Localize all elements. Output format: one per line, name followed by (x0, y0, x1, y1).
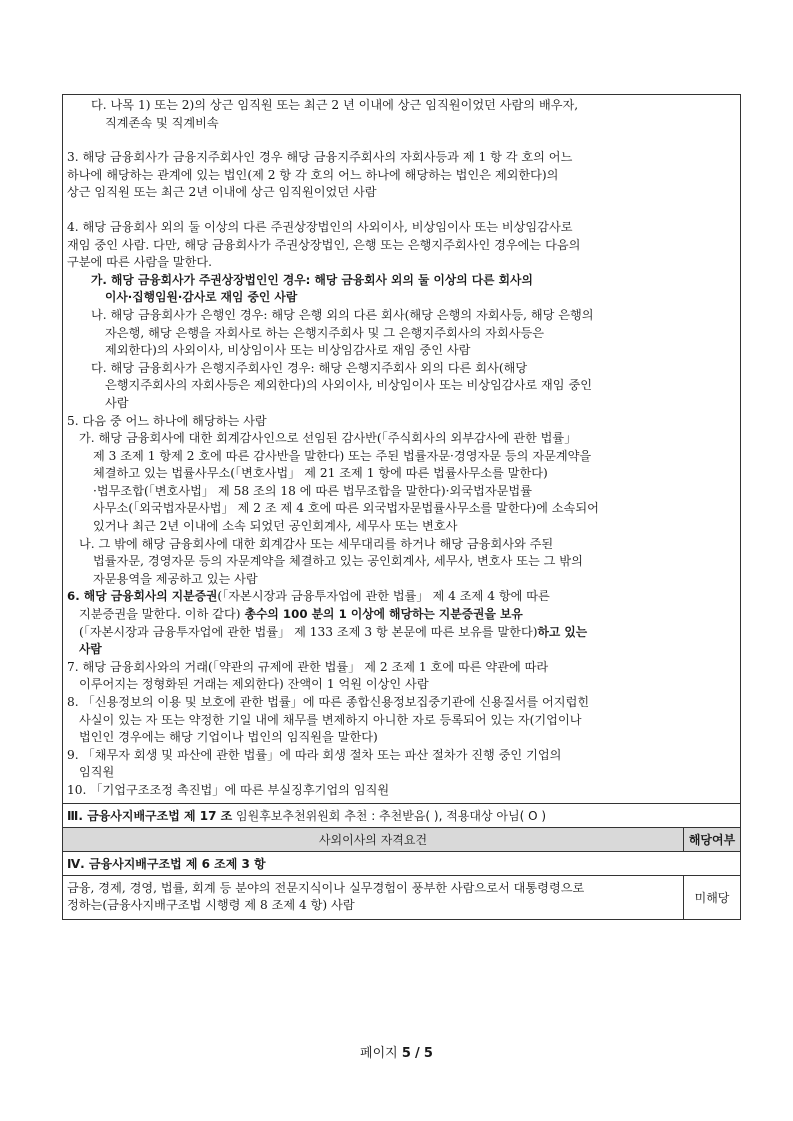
page-separator: / (415, 1046, 420, 1061)
item7-line1: 7. 해당 금융회사와의 거래(「약관의 규제에 관한 법률」 제 2 조제 1 호에 따른 약관에 따라 (67, 659, 549, 674)
item3-line3: 상근 임직원 또는 최근 2년 이내에 상근 임직원이었던 사람 (67, 185, 377, 200)
item4-da-line2: 은행지주회사의 자회사등은 제외한다)의 사외이사, 비상임이사 또는 비상임감사로 재임 중인 (105, 378, 592, 393)
section3-heading: Ⅲ. 금융사지배구조법 제 17 조 (67, 808, 233, 823)
current-page: 5 (401, 1046, 411, 1061)
item5-ga-line6: 있거나 최근 2년 이내에 소속 되었던 공인회계사, 세무사 또는 변호사 (93, 519, 458, 534)
item4-na-line1: 나. 해당 금융회사가 은행인 경우: 해당 은행 외의 다른 회사(해당 은행의 자회사등, 해당 은행의 (91, 307, 594, 322)
section3-row (63, 803, 740, 827)
requirement-text-line2: 정하는(금융사지배구조법 시행령 제 8 조제 4 항) 사람 (67, 898, 355, 913)
item7-line2: 이루어지는 정형화된 거래는 제외한다) 잔액이 1 억원 이상인 사람 (79, 677, 429, 692)
item9-line1: 9. 「채무자 회생 및 파산에 관한 법률」에 따라 회생 절차 또는 파산 절차가 진행 중인 기업의 (67, 747, 562, 762)
item5-na-line2: 법률자문, 경영자문 등의 자문계약을 체결하고 있는 공인회계사, 세무사, 변호사 또는 그 밖의 (93, 554, 583, 569)
item6-line2-text: 지분증권을 말한다. 이하 같다) (79, 607, 241, 622)
total-pages: 5 (423, 1046, 433, 1061)
item5-ga-line5: 사무소(「외국법자문사법」 제 2 조 제 4 호에 따른 외국법자문법률사무소를 말한다)에 소속되어 (93, 501, 599, 516)
item4-line3: 구분에 따른 사람을 말한다. (67, 255, 213, 270)
item6-line4: 사람 (79, 642, 102, 657)
table-header-requirements: 사외이사의 자격요건 (63, 828, 684, 851)
item4-ga-line1: 가. 해당 금융회사가 주권상장법인인 경우: 해당 금융회사 외의 둘 이상의 다른 회사의 (91, 272, 533, 287)
item6-line2 (67, 606, 736, 624)
item8-line1: 8. 「신용정보의 이용 및 보호에 관한 법률」에 따른 종합신용정보집중기관에 신용질서를 어지럽힌 (67, 695, 590, 709)
requirement-text-line1: 금융, 경제, 경영, 법률, 회계 등 분야의 전문지식이나 실무경험이 풍부한 사람으로서 대통령령으로 (67, 880, 585, 895)
item4-na-line3: 제외한다)의 사외이사, 비상임이사 또는 비상임감사로 재임 중인 사람 (105, 343, 471, 358)
table-row (63, 875, 740, 920)
item3-line2: 하나에 해당하는 관계에 있는 법인(제 2 항 각 호의 어느 하나에 해당하는 법인은 제외한다)의 (67, 167, 559, 182)
item4-line2: 재임 중인 사람. 다만, 해당 금융회사가 주권상장법인, 은행 또는 은행지주회사인 경우에는 다음의 (67, 237, 581, 252)
item5-na-line3: 자문용역을 제공하고 있는 사람 (93, 571, 258, 586)
item5-ga-line3: 체결하고 있는 법률사무소(「변호사법」 제 21 조제 1 항에 따른 법률사무소를 말한다) (93, 466, 548, 481)
section4-heading: Ⅳ. 금융사지배구조법 제 6 조제 3 항 (63, 851, 740, 875)
item6-line1-text: (「자본시장과 금융투자업에 관한 법률」 제 4 조제 4 항에 따른 (217, 589, 550, 604)
criteria-frame (62, 94, 741, 920)
page-number-footer (0, 1042, 793, 1061)
item5-ga-line2: 제 3 조제 1 항제 2 호에 따른 감사반을 말한다) 또는 주된 법률자문·경영자문 등의 자문계약을 (93, 448, 592, 463)
criteria-content (63, 95, 740, 803)
item4-line1: 4. 해당 금융회사 외의 둘 이상의 다른 주권상장법인의 사외이사, 비상임이사 또는 비상임감사로 (67, 219, 573, 234)
item8-line3: 법인인 경우에는 해당 기업이나 법인의 임직원을 말한다) (79, 730, 378, 745)
item6-line3 (67, 624, 736, 642)
item6-line2-bold: 총수의 100 분의 1 이상에 해당하는 지분증권을 보유 (240, 607, 523, 622)
requirement-text (63, 876, 684, 919)
item6-line3-bold: 하고 있는 (537, 624, 588, 639)
qualification-table-header (63, 827, 740, 851)
item9-line2: 임직원 (79, 765, 115, 780)
item3-line1: 3. 해당 금융회사가 금융지주회사인 경우 해당 금융지주회사의 자회사등과 제 1 항 각 호의 어느 (67, 150, 573, 165)
table-header-applicable: 해당여부 (688, 832, 736, 847)
document-page (62, 94, 741, 920)
applicability-value: 미해당 (694, 890, 730, 905)
item5-ga-line4: ·법무조합(「변호사법」 제 58 조의 18 에 따른 법무조합을 말한다)·외국법자문법률 (93, 483, 532, 498)
item6-line1-bold: 6. 해당 금융회사의 지분증권 (67, 589, 218, 604)
item4-na-line2: 자은행, 해당 은행을 자회사로 하는 은행지주회사 및 그 은행지주회사의 자회사등은 (105, 325, 545, 340)
item5-ga-line1: 가. 해당 금융회사에 대한 회계감사인으로 선임된 감사반(「주식회사의 외부감사에 관한 법률」 (79, 431, 577, 446)
item6-line3-text: (「자본시장과 금융투자업에 관한 법률」 제 133 조제 3 항 본문에 따른 보유를 말한다) (79, 624, 538, 639)
item10-line: 10. 「기업구조조정 촉진법」에 따른 부실징후기업의 임직원 (67, 782, 390, 797)
page-label: 페이지 (360, 1046, 398, 1061)
item2-da-line2: 직계존속 및 직계비속 (105, 115, 219, 130)
item4-da-line1: 다. 해당 금융회사가 은행지주회사인 경우: 해당 은행지주회사 외의 다른 회사(해당 (91, 360, 528, 375)
item8-line2: 사실이 있는 자 또는 약정한 기일 내에 채무를 변제하지 아니한 자로 등록되어 있는 자(기업이나 (79, 712, 582, 727)
item2-da-line1: 다. 나목 1) 또는 2)의 상근 임직원 또는 최근 2 년 이내에 상근 임직원이었던 사람의 배우자, (91, 98, 579, 112)
item4-ga-line2: 이사·집행임원·감사로 재임 중인 사람 (105, 290, 298, 305)
item5-line: 5. 다음 중 어느 하나에 해당하는 사람 (67, 413, 267, 428)
item4-da-line3: 사람 (105, 395, 129, 410)
section3-text: 임원후보추천위원회 추천 : 추천받음( ), 적용대상 아님( O ) (232, 808, 547, 823)
item5-na-line1: 나. 그 밖에 해당 금융회사에 대한 회계감사 또는 세무대리를 하거나 해당 금융회사와 주된 (79, 536, 554, 551)
item6-line1 (67, 588, 736, 606)
